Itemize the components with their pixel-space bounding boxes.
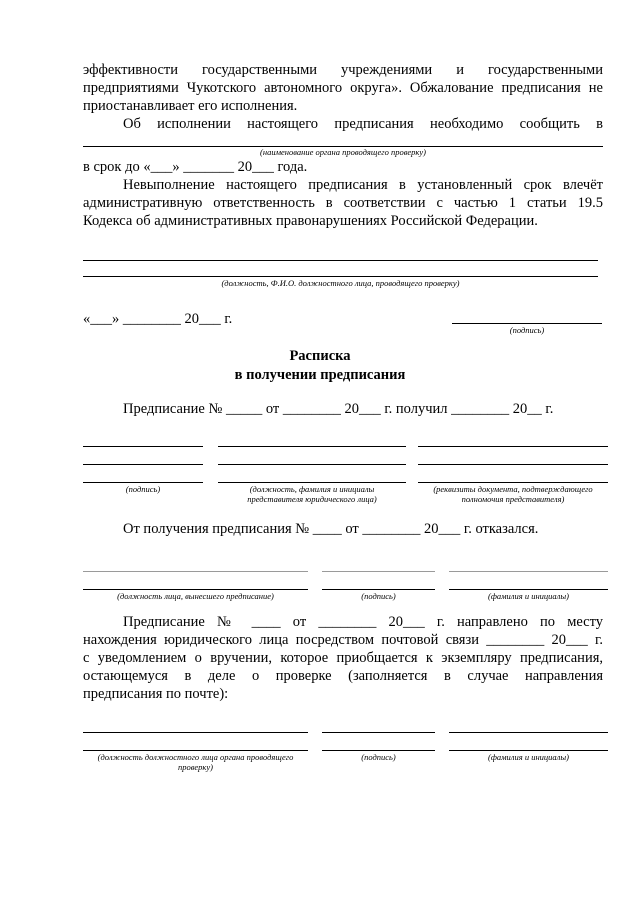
received-line: Предписание № _____ от ________ 20___ г. получил ________ 20__ г. bbox=[123, 401, 554, 417]
caption-refusal-sign: (подпись) bbox=[361, 591, 396, 601]
caption-receipt-sign: (подпись) bbox=[125, 484, 161, 494]
caption-rep-2: представителя юридического лица) bbox=[247, 494, 377, 504]
mail-name-line-1[interactable] bbox=[449, 732, 608, 733]
caption-mail-pos-1: (должность должностного лица органа проводящего bbox=[97, 752, 294, 762]
mail-sign-line-1[interactable] bbox=[322, 732, 435, 733]
receipt-rep-line-2[interactable] bbox=[218, 464, 406, 465]
receipt-sign-line-2[interactable] bbox=[83, 464, 203, 465]
mail-pos-line-1[interactable] bbox=[83, 732, 308, 733]
caption-org-name: (наименование органа проводящего проверку) bbox=[260, 147, 426, 157]
refusal-pos-line-2[interactable] bbox=[83, 589, 308, 590]
caption-mail-name: (фамилия и инициалы) bbox=[488, 752, 569, 762]
receipt-subtitle: в получении предписания bbox=[234, 367, 406, 383]
receipt-title: Расписка bbox=[289, 348, 351, 364]
refusal-name-line-2[interactable] bbox=[449, 589, 608, 590]
mail-line-3: с уведомлением о вручении, которое приобщается к экземпляру предписания, bbox=[83, 650, 603, 666]
penalty-line-1: Невыполнение настоящего предписания в установленный срок влечёт bbox=[123, 177, 603, 193]
receipt-rep-line-1[interactable] bbox=[218, 446, 406, 447]
official-field-1[interactable] bbox=[83, 260, 598, 261]
receipt-req-line-1[interactable] bbox=[418, 446, 608, 447]
caption-refusal-name: (фамилия и инициалы) bbox=[488, 591, 569, 601]
mail-pos-line-2[interactable] bbox=[83, 750, 308, 751]
receipt-req-line-2[interactable] bbox=[418, 464, 608, 465]
caption-req-1: (реквизиты документа, подтверждающего bbox=[433, 484, 593, 494]
caption-mail-sign: (подпись) bbox=[361, 752, 396, 762]
mail-line-1: Предписание № ____ от ________ 20___ г. направлено по месту bbox=[123, 614, 603, 630]
receipt-sign-line-3[interactable] bbox=[83, 482, 203, 483]
signature-date: «___» ________ 20___ г. bbox=[83, 311, 233, 327]
caption-req-2: полномочия представителя) bbox=[461, 494, 565, 504]
official-field-2[interactable] bbox=[83, 276, 598, 277]
signature-field[interactable] bbox=[452, 323, 602, 324]
receipt-req-line-3[interactable] bbox=[418, 482, 608, 483]
mail-name-line-2[interactable] bbox=[449, 750, 608, 751]
intro-line-3: приостанавливает его исполнения. bbox=[83, 98, 298, 114]
refusal-line: От получения предписания № ____ от ________ 20___ г. отказался. bbox=[123, 521, 539, 537]
penalty-line-2: административную ответственность в соответствии с частью 1 статьи 19.5 bbox=[83, 195, 603, 211]
mail-line-2: нахождения юридического лица посредством почтовой связи ________ 20___ г. bbox=[83, 632, 603, 648]
caption-rep-1: (должность, фамилия и инициалы bbox=[249, 484, 375, 494]
receipt-sign-line-1[interactable] bbox=[83, 446, 203, 447]
caption-signature: (подпись) bbox=[509, 325, 545, 335]
intro-line-1: эффективности государственными учреждениями и государственными bbox=[83, 62, 603, 78]
caption-official: (должность, Ф.И.О. должностного лица, проводящего проверку) bbox=[221, 278, 460, 288]
caption-refusal-pos: (должность лица, вынесшего предписание) bbox=[117, 591, 274, 601]
intro-line-4: Об исполнении настоящего предписания необходимо сообщить в bbox=[123, 116, 603, 132]
refusal-pos-line-1[interactable] bbox=[83, 571, 308, 572]
penalty-line-3: Кодекса об административных правонарушениях Российской Федерации. bbox=[83, 213, 538, 229]
receipt-rep-line-3[interactable] bbox=[218, 482, 406, 483]
refusal-sign-line-2[interactable] bbox=[322, 589, 435, 590]
mail-line-5: предписания по почте): bbox=[83, 686, 229, 702]
caption-mail-pos-2: проверку) bbox=[177, 762, 214, 772]
intro-line-2: предприятиями Чукотского автономного округа». Обжалование предписания не bbox=[83, 80, 603, 96]
refusal-sign-line-1[interactable] bbox=[322, 571, 435, 572]
mail-sign-line-2[interactable] bbox=[322, 750, 435, 751]
deadline-line: в срок до «___» _______ 20___ года. bbox=[83, 159, 308, 175]
refusal-name-line-1[interactable] bbox=[449, 571, 608, 572]
mail-line-4: остающемуся в деле о проверке (заполняется в случае направления bbox=[83, 668, 603, 684]
